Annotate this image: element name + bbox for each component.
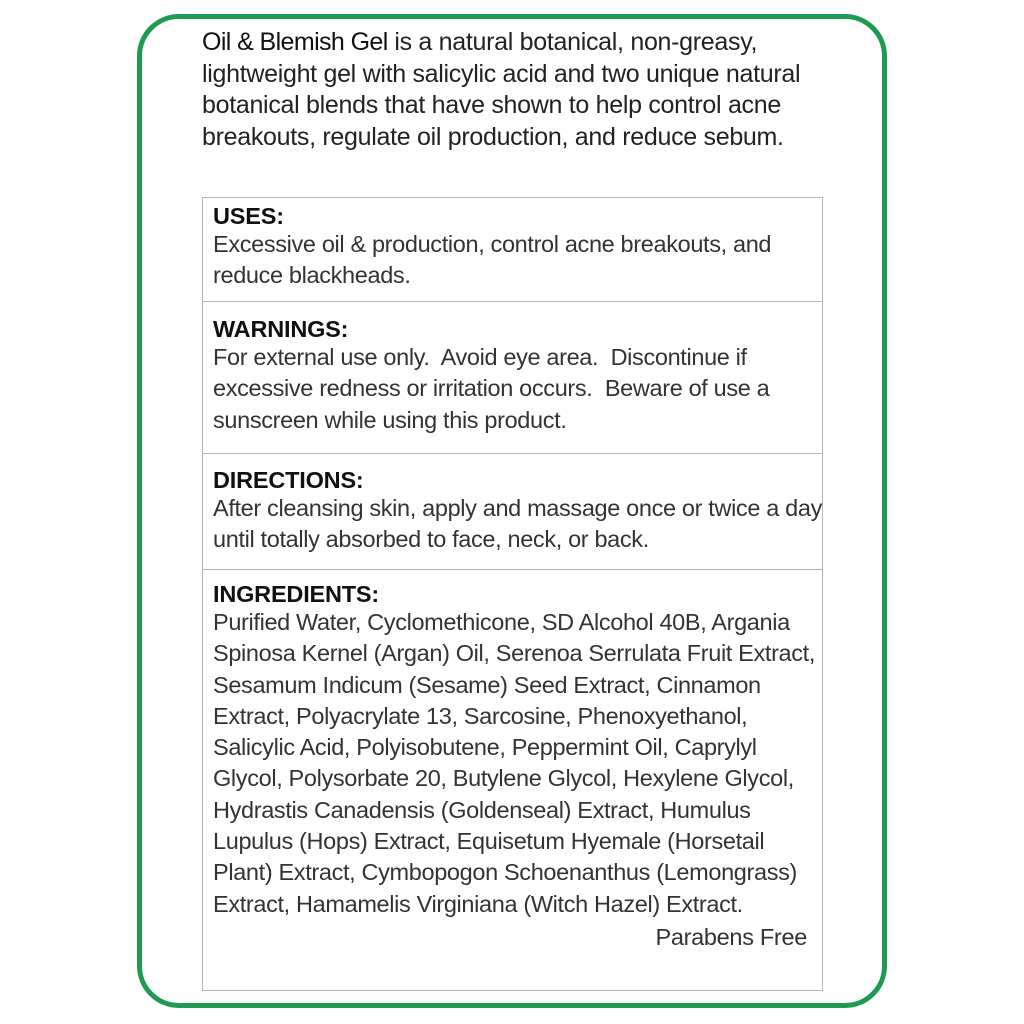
directions-section (203, 454, 822, 570)
parabens-free-note: Parabens Free (655, 923, 807, 950)
warnings-section (203, 302, 822, 454)
uses-section (203, 198, 822, 302)
product-intro (202, 27, 822, 153)
warnings-text: For external use only. Avoid eye area. Discontinue if excessive redness or irritation occurs. Beware of use a sunscreen while using this product. (213, 344, 776, 433)
ingredients-text: Purified Water, Cyclomethicone, SD Alcohol 40B, Argania Spinosa Kernel (Argan) Oil, Serenoa Serrulata Fruit Extract, Sesamum Indicum (Sesame) Seed Extract, Cinnamon Extract, Polyacrylate 13, Sarcosine, Phenoxyethanol, Salicylic Acid, Polyisobutene, Peppermint Oil, Caprylyl Glycol, Polysorbate 20, Butylene Glycol, Hexylene Glycol, Hydrastis Canadensis (Goldenseal) Extract, Humulus Lupulus (Hops) Extract, Equisetum Hyemale (Horsetail Plant) Extract, Cymbopogon Schoenanthus (Lemongrass) Extract, Hamamelis Virginiana (Witch Hazel) Extract. (213, 609, 816, 917)
ingredients-heading: INGREDIENTS: (213, 581, 380, 607)
product-description: is a natural botanical, non-greasy, lightweight gel with salicylic acid and two unique natural botanical blends that have shown to help control acne breakouts, regulate oil production, and reduce sebum. (202, 28, 801, 151)
directions-text: After cleansing skin, apply and massage once or twice a day until totally absorbed to face, neck, or back. (213, 495, 822, 553)
uses-heading: USES: (213, 203, 284, 229)
product-name: Oil & Blemish Gel (202, 28, 388, 56)
warnings-heading: WARNINGS: (213, 316, 349, 342)
info-panel (202, 197, 823, 991)
ingredients-section (203, 570, 822, 990)
uses-text: Excessive oil & production, control acne breakouts, and reduce blackheads. (213, 231, 772, 289)
directions-heading: DIRECTIONS: (213, 467, 364, 493)
